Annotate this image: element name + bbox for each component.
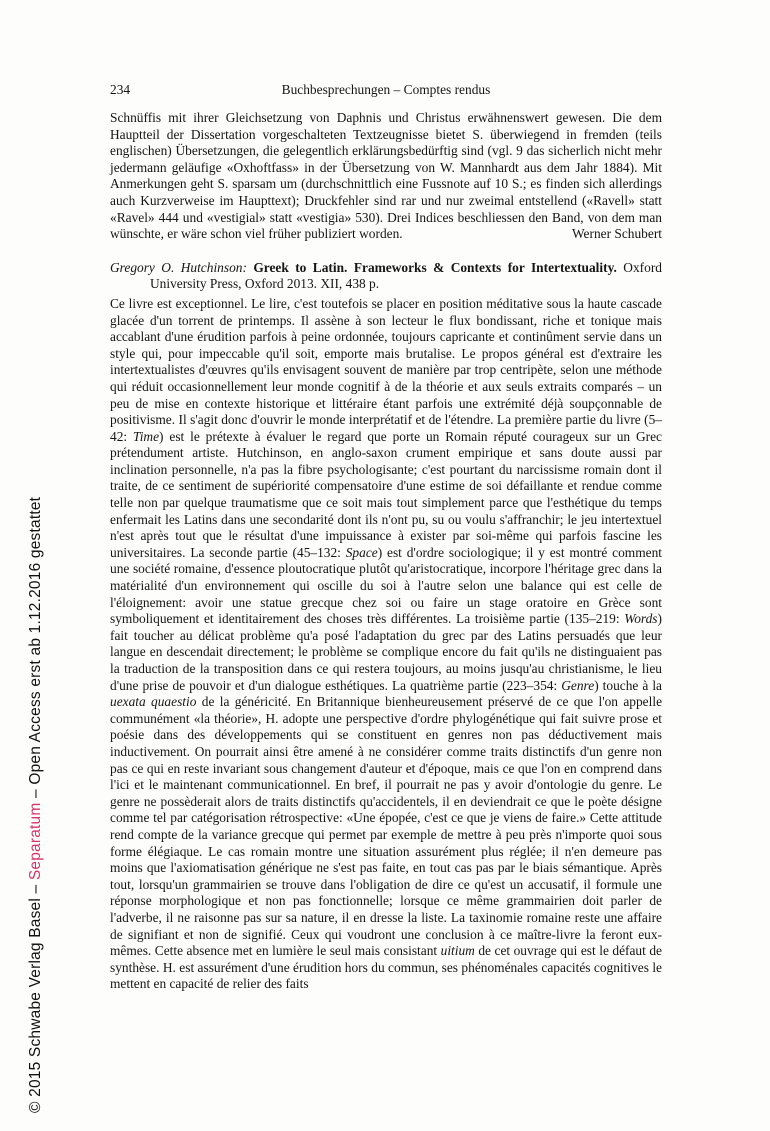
- review-author: Gregory O. Hutchinson:: [110, 259, 247, 275]
- text-segment: ) fait toucher au délicat problème qu'a posé l'adaptation du grec par des Latins persuadés que leur langue en descendait directement; le problème se complique encore du fait qu'ils ne distinguaient pas la traduction de la transposition dans ce qui restera toujours, au moins jusqu'au christianisme, le lieu d'une prise de pouvoir et d'un dialogue esthétiques. La quatrième partie (223–354:: [110, 611, 662, 693]
- text-segment: uitium: [440, 943, 475, 959]
- text-segment: Words: [624, 611, 658, 627]
- text-segment: ) est le prétexte à évaluer le regard que porte un Romain réputé courageux sur un Grec prétendument artiste. Hutchinson, en anglo-saxon crument empirique et sans doute aussi par inclination personnelle, n'a pas la fibre psychologisante; c'est pourtant du narcissisme romain dont il traite, de ce sentiment de supériorité compensatoire d'une estime de soi défaillante et rendue comme telle non par quelque traumatisme que ce soit mais tout simplement parce que l'esthétique du temps enfermait les Latins dans une secondarité dont ils n'ont pu, su ou voulu s'affranchir; le jeu intertextuel n'est après tout que le résultat d'une impuissance à exister par soi-même qui parfois fascine les universitaires. La seconde partie (45–132:: [110, 428, 662, 560]
- review-book-title: Greek to Latin. Frameworks & Contexts for Intertextuality.: [253, 259, 617, 275]
- text-segment: ) touche à la: [594, 677, 662, 693]
- page-header: [110, 82, 662, 100]
- text-segment: de la généricité. En Britannique bienheureusement préservé de ce que l'on appelle communément «la théorie», H. adopte une perspective d'ordre phylogénétique qui fait suivre prose et poésie dans des développements qui se constituent en genres non pas déductivement mais inductivement. On pourrait ainsi être amené à ne considérer comme traits distinctifs d'un genre non pas ce qui en reste invariant sous changement d'auteur et d'époque, mais ce que l'on en comprend dans l'ici et le maintenant communicationnel. En bref, il pourrait ne pas y avoir d'ontologie du genre. Le genre ne possèderait alors de traits distinctifs qu'accidentels, il en deviendrait ce que le poète désigne comme tel par catégorisation rétrospective: «Une épopée, c'est ce que je viens de faire.» Cette attitude rend compte de la variance grecque qui permet par exemple de mettre à peu près n'importe quoi sous forme élégiaque. Le cas romain montre une situation assurément plus réglée; il n'en demeure pas moins que l'axiomatisation générique ne s'est pas faite, en tout cas pas par le biais sémantique. Après tout, lorsqu'un grammairien se trouve dans l'obligation de dire ce qu'est un accusatif, il formule une réponse morphologique et non pas fonctionnelle; lorsque ce même grammairien doit parler de l'adverbe, il ne raisonne pas sur sa nature, il en dresse la liste. La taxinomie romaine reste une affaire de signifiant et non de signifié. Ceux qui voudront une conclusion à ce maître-livre la feront eux-mêmes. Cette absence met en lumière le seul mais consistant: [110, 694, 663, 959]
- text-segment: uexata quaestio: [110, 694, 197, 710]
- text-segment: ) est d'ordre sociologique; il y est montré comment une société romaine, d'essence ploutocratique plutôt qu'aristocratique, incorpore l'héritage grec dans la matérialité d'un environnement qui oscille du soi à l'autre selon une balance qui est celle de l'éloignement: avoir une statue grecque chez soi ou faire un stage oratoire en Grèce sont symboliquement et identitairement des choses très différentes. La troisième partie (135–219:: [110, 544, 662, 627]
- review-previous-end-paragraph: [110, 110, 662, 243]
- reviewer-signature: Werner Schubert: [571, 226, 662, 242]
- review-body-paragraph: [110, 296, 662, 993]
- text-segment: Space: [345, 544, 378, 560]
- copyright-suffix: – Open Access erst ab 1.12.2016 gestattet: [27, 496, 44, 803]
- separatum-label: Separatum: [27, 802, 44, 881]
- running-title: Buchbesprechungen – Comptes rendus: [281, 82, 491, 97]
- text-segment: Ce livre est exceptionnel. Le lire, c'est toutefois se placer en position méditative sous la haute cascade glacée d'un torrent de printemps. Il assène à son lecteur le flux bondissant, riche et tonique mais accablant d'une érudition parfois à peine ordonnée, toujours capricante et continûment servie dans un style qui, pour impeccable qu'il soit, emporte mais brutalise. Le propos général est d'extraire les intertextualistes d'œuvres qu'ils envisagent souvent de manière par trop centripète, selon une méthode qui réduit occasionnellement leur monde cognitif à de la théorie et aux seuls extraits comparés – un peu de mise en contexte historique et littéraire étant parfois une extrémité déjà soupçonnable de positivisme. Il s'agit donc d'ouvrir le monde interprétatif et de l'étendre. La première partie du livre (5–42:: [110, 295, 662, 444]
- text-segment: Genre: [561, 677, 595, 693]
- review-publisher: Oxford University Press, Oxford 2013. XII, 438 p.: [150, 259, 662, 292]
- review-heading: [110, 260, 662, 293]
- text-segment: de cet ouvrage qui est le défaut de synthèse. H. est assurément d'une érudition hors du commun, ses phénoménales capacités cognitives le mettent en capacité de relier des faits: [110, 943, 662, 992]
- copyright-sidebar: [27, 497, 45, 1113]
- copyright-prefix: © 2015 Schwabe Verlag Basel –: [27, 880, 44, 1113]
- review-previous-end-text: Schnüffis mit ihrer Gleichsetzung von Daphnis und Christus erwähnenswert gewesen. Die dem Hauptteil der Dissertation vorgeschalteten Textzeugnisse bietet S. überwiegend in fremden (teils englischen) Übersetzungen, die gelegentlich erklärungsbedürftig sind (vgl. 9 das sicherlich nicht mehr jedermann geläufige «Oxhoftfass» in der Übersetzung von W. Mannhardt aus dem Jahr 1884). Mit Anmerkungen geht S. sparsam um (durchschnittlich eine Fussnote auf 10 S.; es finden sich allerdings auch Kurzverweise im Haupttext); Druckfehler sind rar und nur zweimal entstellend («Ravell» statt «Ravel» 444 und «vestigial» statt «vestigia» 530). Drei Indices beschliessen den Band, von dem man wünschte, er wäre schon viel früher publiziert worden.: [110, 110, 662, 242]
- text-segment: Time: [133, 428, 160, 444]
- text-column: [110, 82, 662, 993]
- page-number: 234: [110, 82, 131, 97]
